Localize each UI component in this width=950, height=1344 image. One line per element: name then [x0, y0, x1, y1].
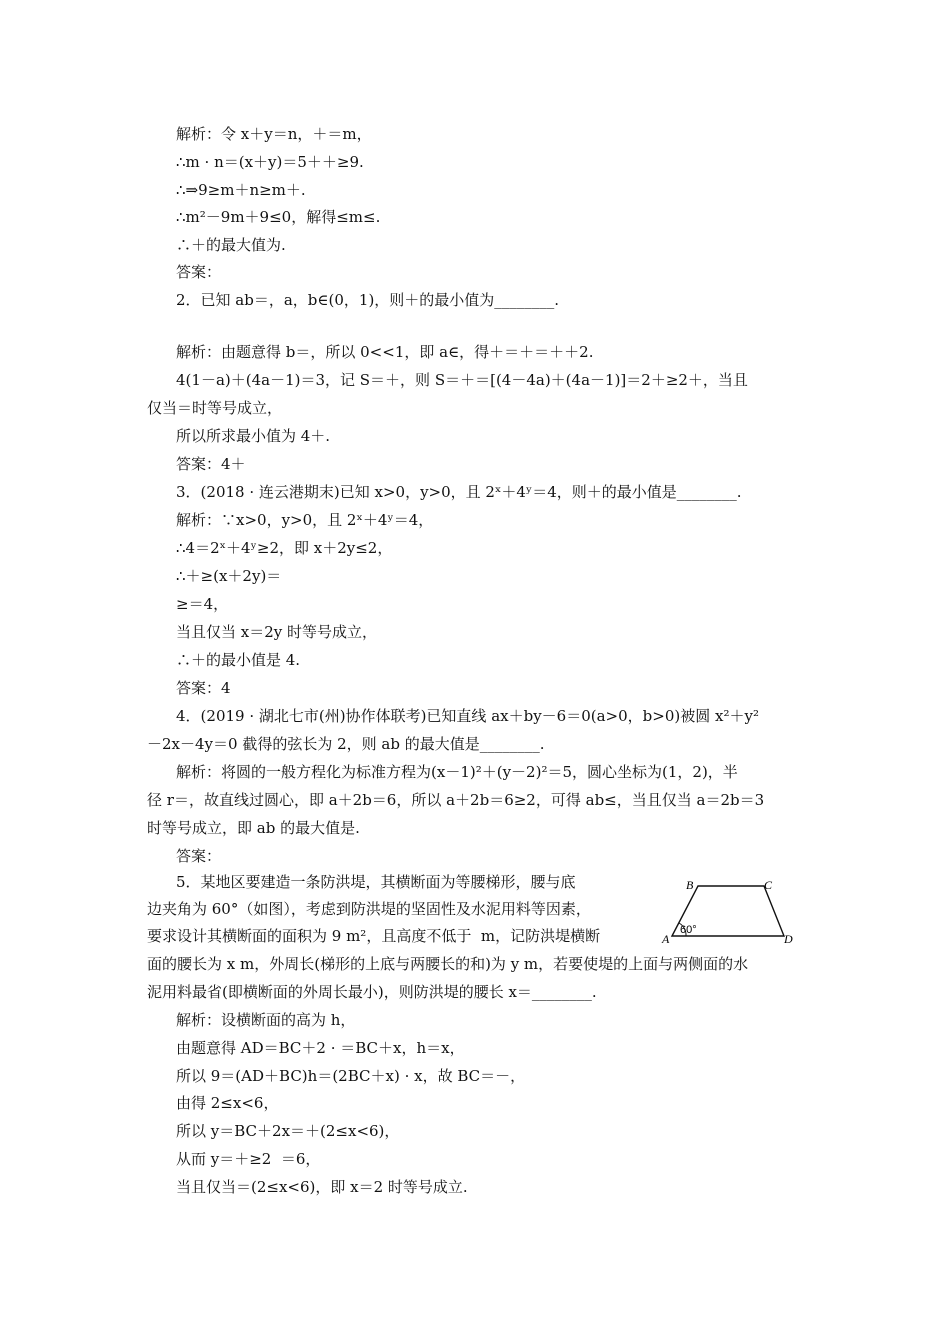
text-line: 仅当＝时等号成立， — [147, 399, 283, 417]
text-line: 解析：设横断面的高为 h， — [176, 1011, 356, 1029]
text-line: 所以 9＝(AD＋BC)h＝(2BC＋x) · x，故 BC＝－， — [176, 1067, 526, 1085]
answer-label: 答案： — [176, 263, 222, 281]
text-line: 解析：由题意得 b＝，所以 0<<1，即 a∈，得＋＝＋＝＋＋2. — [176, 343, 594, 361]
trapezoid-figure — [660, 876, 800, 948]
label-c: C — [764, 878, 773, 892]
text-line: 边夹角为 60°（如图），考虑到防洪堤的坚固性及水泥用料等因素， — [147, 900, 591, 918]
text-line: ∴＋的最小值是 4. — [176, 651, 301, 669]
text-line: 解析：将圆的一般方程化为标准方程为(x－1)²＋(y－2)²＝5，圆心坐标为(1，2)，半 — [176, 763, 738, 781]
text-line: ∴m · n＝(x＋y)＝5＋＋≥9. — [176, 153, 364, 171]
text-line: 所以 y＝BC＋2x＝＋(2≤x<6)， — [176, 1122, 400, 1140]
label-d: D — [784, 932, 793, 946]
text-line: ∴＋的最大值为. — [176, 236, 286, 254]
text-line: ≥＝4， — [176, 595, 229, 613]
question-5: 5．某地区要建造一条防洪堤，其横断面为等腰梯形，腰与底 — [176, 873, 576, 891]
text-line: 4(1－a)＋(4a－1)＝3，记 S＝＋，则 S＝＋＝[(4－4a)＋(4a－1)]＝2＋≥2＋，当且 — [176, 371, 748, 389]
text-line: 当且仅当 x＝2y 时等号成立， — [176, 623, 378, 641]
text-line: 解析：令 x＋y＝n，＋＝m， — [176, 125, 372, 143]
text-line: －2x－4y＝0 截得的弦长为 2，则 ab 的最大值是________. — [147, 735, 545, 753]
answer-label: 答案：4 — [176, 679, 231, 697]
text-line: 当且仅当＝(2≤x<6)，即 x＝2 时等号成立. — [176, 1178, 468, 1196]
text-line: 面的腰长为 x m，外周长(梯形的上底与两腰长的和)为 y m，若要使堤的上面与两侧面的水 — [147, 955, 749, 973]
question-4: 4．(2019 · 湖北七市(州)协作体联考)已知直线 ax＋by－6＝0(a>0，b>0)被圆 x²＋y² — [176, 707, 759, 725]
text-line: ∴⇒9≥m＋n≥m＋. — [176, 181, 306, 199]
text-line: 时等号成立，即 ab 的最大值是. — [147, 819, 360, 837]
text-line: 泥用料最省(即横断面的外周长最小)，则防洪堤的腰长 x＝________. — [147, 983, 597, 1001]
angle-label: 60° — [680, 924, 697, 936]
text-line: 所以所求最小值为 4＋. — [176, 427, 331, 445]
text-line: 由题意得 AD＝BC＋2 · ＝BC＋x，h＝x， — [176, 1039, 465, 1057]
text-line: ∴m²－9m＋9≤0，解得≤m≤. — [176, 208, 381, 226]
question-3: 3．(2018 · 连云港期末)已知 x>0，y>0，且 2ˣ＋4ʸ＝4，则＋的最小值是________. — [176, 483, 742, 501]
text-line: 径 r＝，故直线过圆心，即 a＋2b＝6，所以 a＋2b＝6≥2，可得 ab≤，当且仅当 a＝2b＝3 — [147, 791, 765, 809]
text-line: 从而 y＝＋≥2 ＝6， — [176, 1150, 321, 1168]
label-a: A — [662, 932, 670, 946]
question-2: 2．已知 ab＝，a，b∈(0，1)，则＋的最小值为________. — [176, 291, 560, 309]
text-line: 解析：∵x>0，y>0，且 2ˣ＋4ʸ＝4， — [176, 511, 434, 529]
label-b: B — [686, 878, 694, 892]
text-line: ∴＋≥(x＋2y)＝ — [176, 567, 282, 585]
text-line: 由得 2≤x<6， — [176, 1094, 279, 1112]
answer-label: 答案：4＋ — [176, 455, 246, 473]
text-line: 要求设计其横断面的面积为 9 m²，且高度不低于 m，记防洪堤横断 — [147, 927, 601, 945]
answer-label: 答案： — [176, 847, 222, 865]
text-line: ∴4＝2ˣ＋4ʸ≥2，即 x＋2y≤2， — [176, 539, 393, 557]
